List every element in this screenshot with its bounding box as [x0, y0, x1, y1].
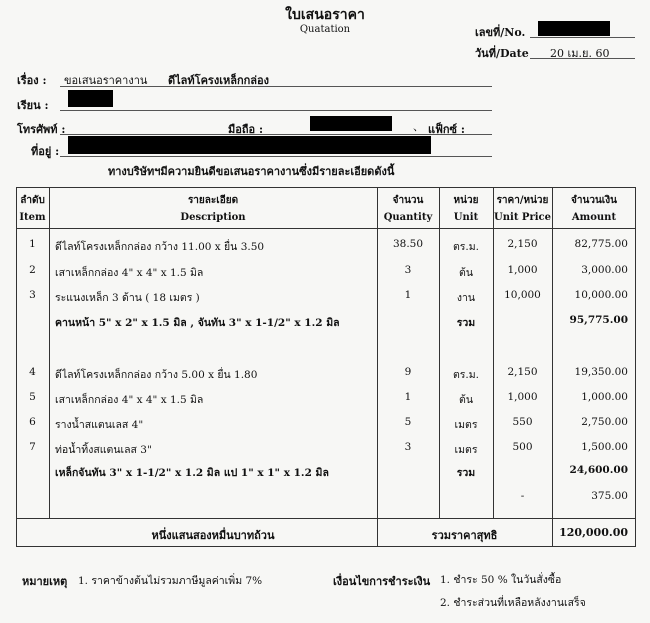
row-8-unit: เมตร [454, 444, 478, 456]
row-7-item: 6 [29, 416, 36, 428]
row-2-item: 2 [29, 264, 36, 276]
row-5-unit: ตร.ม. [452, 369, 480, 381]
date-value: 20 เม.ย. 60 [550, 47, 610, 60]
row-3-desc: ระแนงเหล็ก 3 ด้าน ( 18 เมตร ) [55, 292, 200, 304]
column-divider [493, 187, 494, 518]
row-5-desc: ดีไลท์โครงเหล็กกล่อง กว้าง 5.00 x ยื่น 1.80 [55, 369, 258, 381]
row-9-unit: รวม [456, 467, 476, 479]
totals-divider [16, 518, 636, 519]
payment-term-2: 2. ชำระส่วนที่เหลือหลังงานเสร็จ [440, 597, 586, 609]
col-amount-en: Amount [571, 212, 617, 223]
phone-underline [60, 134, 492, 135]
row-9-amount: 24,600.00 [569, 464, 628, 476]
row-1-item: 1 [29, 238, 36, 250]
row-10-amount: 375.00 [591, 490, 628, 502]
col-item-th: ลำดับ [20, 195, 45, 206]
fax-separator: 、 [413, 120, 424, 133]
col-price-th: ราคา/หน่วย [496, 195, 549, 206]
col-item-en: Item [19, 212, 46, 223]
row-2-desc: เสาเหล็กกล่อง 4" x 4" x 1.5 มิล [55, 267, 204, 279]
col-desc-en: Description [180, 212, 246, 223]
col-unit-th: หน่วย [453, 195, 479, 206]
row-1-unit: ตร.ม. [452, 241, 480, 253]
row-7-amount: 2,750.00 [581, 416, 628, 428]
row-3-amount: 10,000.00 [574, 289, 628, 301]
number-underline [530, 37, 635, 38]
row-8-qty: 3 [404, 441, 412, 453]
net-total-label: รวมราคาสุทธิ [431, 529, 498, 542]
row-5-amount: 19,350.00 [574, 366, 628, 378]
row-9-desc: เหล็กจันทัน 3" x 1-1/2" x 1.2 มิล แป 1" x 1" x 1.2 มิล [55, 467, 329, 479]
row-6-desc: เสาเหล็กกล่อง 4" x 4" x 1.5 มิล [55, 394, 204, 406]
row-2-qty: 3 [404, 264, 412, 276]
net-total-value: 120,000.00 [559, 526, 628, 539]
address-underline [60, 156, 492, 157]
col-desc-th: รายละเอียด [187, 195, 239, 206]
col-amount-th: จำนวนเงิน [571, 195, 617, 206]
row-8-desc: ท่อน้ำทิ้งสแตนเลส 3" [55, 444, 152, 456]
payment-term-1: 1. ชำระ 50 % ในวันสั่งซื้อ [440, 574, 562, 586]
payment-terms-label: เงื่อนไขการชำระเงิน [333, 575, 431, 588]
row-3-price: 10,000 [504, 289, 541, 301]
row-4-desc: คานหน้า 5" x 2" x 1.5 มิล , จันทัน 3" x 1-1/2" x 1.2 มิล [55, 317, 340, 329]
redacted-mobile [310, 116, 392, 131]
row-4-unit: รวม [456, 317, 476, 329]
row-6-qty: 1 [404, 391, 412, 403]
row-3-unit: งาน [456, 292, 476, 304]
row-4-amount: 95,775.00 [569, 314, 628, 326]
row-2-unit: ต้น [459, 267, 473, 279]
amount-in-words: หนึ่งแสนสองหมื่นบาทถ้วน [151, 529, 275, 542]
row-1-qty: 38.50 [392, 238, 424, 250]
subject-value: ขอเสนอราคางาน [64, 74, 148, 87]
date-label: วันที่/Date [475, 47, 529, 60]
subject-underline [60, 86, 492, 87]
row-3-qty: 1 [404, 289, 412, 301]
row-7-qty: 5 [404, 416, 412, 428]
row-6-amount: 1,000.00 [581, 391, 628, 403]
col-qty-en: Quantity [383, 212, 433, 223]
intro-text: ทางบริษัทฯมีความยินดีขอเสนอราคางานซึ่งมีรายละเอียดดังนี้ [108, 165, 395, 178]
row-5-qty: 9 [404, 366, 412, 378]
subject-label: เรื่อง : [17, 74, 47, 87]
row-7-unit: เมตร [454, 419, 478, 431]
row-3-item: 3 [29, 289, 36, 301]
row-8-price: 500 [512, 441, 533, 453]
subject-bold-value: ดีไลท์โครงเหล็กกล่อง [168, 74, 270, 87]
quotation-number-label: เลขที่/No. [475, 26, 526, 39]
notes-label: หมายเหตุ [22, 575, 68, 588]
row-1-price: 2,150 [507, 238, 538, 250]
note-vat: 1. ราคาข้างต้นไม่รวมภาษีมูลค่าเพิ่ม 7% [78, 575, 263, 587]
row-10-price: - [520, 490, 525, 502]
col-unit-en: Unit [453, 212, 479, 223]
phone-label: โทรศัพท์ : [17, 123, 66, 136]
row-7-price: 550 [512, 416, 533, 428]
row-1-amount: 82,775.00 [574, 238, 628, 250]
col-qty-th: จำนวน [392, 195, 424, 206]
address-label: ที่อยู่ : [31, 145, 60, 158]
redacted-quotation-number [538, 21, 610, 36]
attention-label: เรียน : [17, 99, 49, 112]
row-1-desc: ดีไลท์โครงเหล็กกล่อง กว้าง 11.00 x ยื่น 3.50 [55, 241, 265, 253]
row-7-desc: รางน้ำสแตนเลส 4" [55, 419, 144, 431]
column-divider [49, 187, 50, 518]
document-subtitle: Quatation [299, 24, 351, 35]
row-6-unit: ต้น [459, 394, 473, 406]
row-6-item: 5 [29, 391, 36, 403]
row-8-amount: 1,500.00 [581, 441, 628, 453]
row-2-price: 1,000 [507, 264, 538, 276]
mobile-label: มือถือ : [228, 123, 264, 136]
row-5-price: 2,150 [507, 366, 538, 378]
row-5-item: 4 [29, 366, 36, 378]
col-price-en: Unit Price [494, 212, 551, 223]
row-8-item: 7 [29, 441, 36, 453]
redacted-address [68, 136, 431, 154]
document-title: ใบเสนอราคา [285, 7, 365, 23]
attention-underline [60, 110, 492, 111]
row-2-amount: 3,000.00 [581, 264, 628, 276]
header-divider [16, 228, 636, 229]
redacted-recipient [68, 90, 113, 107]
fax-label: แฟ็กซ์ : [428, 123, 465, 136]
row-6-price: 1,000 [507, 391, 538, 403]
date-underline [530, 58, 635, 59]
